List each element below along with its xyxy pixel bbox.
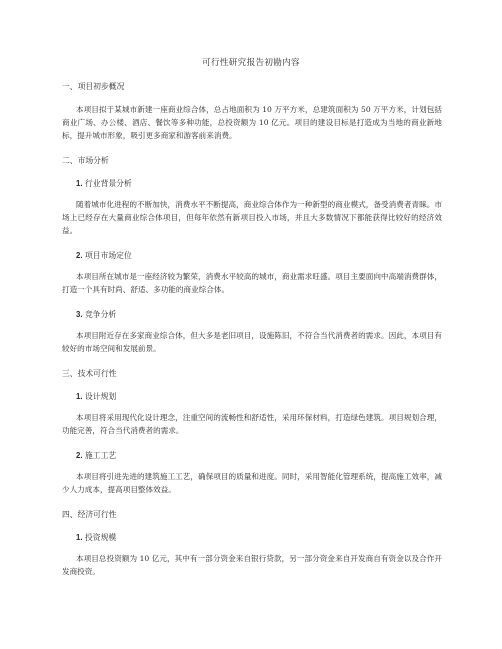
section-heading: 三、技术可行性 — [62, 369, 117, 378]
subsection-heading — [76, 449, 442, 462]
subsection-title: 设计规划 — [85, 392, 117, 401]
section-heading: 一、项目初步概况 — [62, 82, 125, 91]
subsection-heading — [76, 308, 442, 321]
section-heading: 四、经济可行性 — [62, 510, 117, 519]
section-economic-feasibility — [62, 508, 442, 578]
subsection-heading — [76, 249, 442, 262]
subsection-title: 项目市场定位 — [85, 251, 132, 260]
paragraph: 本项目将引进先进的建筑施工工艺，确保项目的质量和进度。同时，采用智能化管理系统，提高施工效率，减少人力成本，提高项目整体效益。 — [62, 472, 442, 494]
paragraph: 本项目总投资额为 10 亿元，其中有一部分资金来自银行贷款，另一部分资金来自开发商自有资金以及合作开发商投资。 — [62, 554, 442, 576]
subsection-title: 竞争分析 — [85, 310, 117, 319]
paragraph: 本项目拟于某城市新建一座商业综合体，总占地面积为 10 万平方米，总建筑面积为 50 万平方米，计划包括商业广场、办公楼、酒店、餐饮等多种功能，总投资额为 10 亿元。项目的建设目标是打造成为当地的商业新地标，提升城市形象，吸引更多商家和游客前来消费。 — [62, 105, 442, 140]
section-market-analysis — [62, 154, 442, 355]
subsection-heading — [76, 177, 442, 190]
subsection-number: 1. — [76, 533, 83, 542]
subsection-heading — [76, 531, 442, 544]
subsection-number: 2. — [76, 251, 83, 260]
subsection-number: 1. — [76, 179, 83, 188]
document-body — [62, 80, 442, 590]
subsection-number: 3. — [76, 310, 83, 319]
section-overview — [62, 80, 442, 142]
subsection-title: 行业背景分析 — [85, 179, 132, 188]
paragraph: 本项目所在城市是一座经济较为繁荣，消费水平较高的城市，商业需求旺盛。项目主要面向中高端消费群体，打造一个具有时尚、舒适、多功能的商业综合体。 — [62, 272, 442, 294]
subsection-heading — [76, 390, 442, 403]
section-technical-feasibility — [62, 367, 442, 496]
paragraph: 本项目附近存在多家商业综合体，但大多是老旧项目，设施陈旧，不符合当代消费者的需求。因此，本项目有较好的市场空间和发展前景。 — [62, 331, 442, 353]
section-heading: 二、市场分析 — [62, 156, 109, 165]
subsection-title: 施工工艺 — [85, 451, 117, 460]
paragraph: 本项目将采用现代化设计理念，注重空间的流畅性和舒适性，采用环保材料，打造绿色建筑。项目规划合理，功能完善，符合当代消费者的需求。 — [62, 413, 442, 435]
subsection-title: 投资规模 — [85, 533, 117, 542]
subsection-number: 1. — [76, 392, 83, 401]
subsection-number: 2. — [76, 451, 83, 460]
paragraph: 随着城市化进程的不断加快，消费水平不断提高，商业综合体作为一种新型的商业模式，备受消费者青睐。市场上已经存在大量商业综合体项目，但每年依然有新项目投入市场，并且大多数情况下都能获得比较好的经济效益。 — [62, 200, 442, 235]
document-title: 可行性研究报告初勘内容 — [202, 58, 300, 68]
